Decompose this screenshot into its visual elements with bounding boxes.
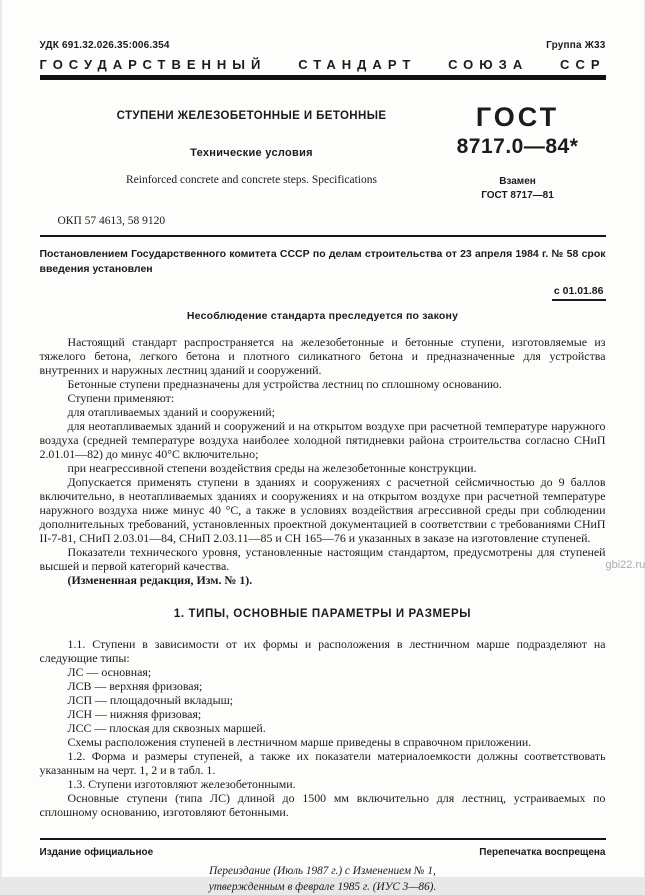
paragraph: при неагрессивной степени воздействия среды на железобетонные конструкции. bbox=[40, 461, 606, 475]
gost-number: 8717.0—84* bbox=[430, 135, 606, 159]
paragraph: 1.2. Форма и размеры ступеней, а также их показатели материалоемкости должны соответствовать указанным на черт. 1, 2 и в табл. 1. bbox=[40, 749, 606, 777]
paragraph: Основные ступени (типа ЛС) длиной до 1500 мм включительно для лестниц, устраиваемых по сплошному основанию, изготовляют бетонными. bbox=[40, 791, 606, 819]
paragraph: Допускается применять ступени в зданиях и сооружениях с расчетной сейсмичностью до 9 баллов включительно, в неотапливаемых зданиях и сооружениях и на открытом воздухе при расчетной температуре наружного воздуха ниже минус 40 °С, а также в условиях воздействия агрессивной среды при соблюдении дополнительных требований, установленных проектной документацией в соответствии с требованиями СНиП II-7-81, СНиП 2.03.01—84, СНиП 2.03.11—85 и СН 165—76 и указанных в заказе на изготовление ступеней. bbox=[40, 475, 606, 545]
section1-text bbox=[40, 637, 606, 819]
document-title: СТУПЕНИ ЖЕЛЕЗОБЕТОННЫЕ И БЕТОННЫЕ bbox=[92, 110, 412, 122]
paragraph: 1.1. Ступени в зависимости от их формы и расположения в лестничном марше подразделяют на следующие типы: bbox=[40, 637, 606, 665]
title-left-column bbox=[40, 104, 430, 203]
replaces-note bbox=[430, 175, 606, 203]
reissue-line: Переиздание (Июль 1987 г.) с Изменением № 1, bbox=[40, 864, 606, 879]
effective-date: с 01.01.86 bbox=[552, 285, 606, 301]
title-block bbox=[40, 104, 606, 203]
list-item: ЛС — основная; bbox=[40, 665, 606, 679]
reissue-note bbox=[40, 864, 606, 895]
masthead-rule bbox=[40, 75, 606, 80]
list-item: ЛСП — площадочный вкладыш; bbox=[40, 693, 606, 707]
list-item: ЛСВ — верхняя фризовая; bbox=[40, 679, 606, 693]
divider-rule bbox=[40, 235, 606, 237]
gost-designation-block bbox=[430, 104, 606, 203]
replaces-value: ГОСТ 8717—81 bbox=[430, 189, 606, 203]
paragraph: Ступени применяют: bbox=[40, 391, 606, 405]
list-item: ЛСС — плоская для сквозных маршей. bbox=[40, 721, 606, 735]
document-subtitle-english: Reinforced concrete and concrete steps. Specifications bbox=[92, 174, 412, 186]
paragraph: для отапливаемых зданий и сооружений; bbox=[40, 405, 606, 419]
gost-label: ГОСТ bbox=[430, 104, 606, 131]
document-subtitle: Технические условия bbox=[92, 147, 412, 159]
paragraph: для неотапливаемых зданий и сооружений и на открытом воздухе при расчетной температуре наружного воздуха (средней температуре воздуха наиболее холодной пятидневки района строительства согласно СНиП 2.01.01—82) до минус 40°С включительно; bbox=[40, 419, 606, 461]
reprint-prohibited-label: Перепечатка воспрещена bbox=[479, 847, 605, 858]
page-footer bbox=[40, 838, 606, 895]
replaces-label: Взамен bbox=[430, 175, 606, 189]
amendment-note: (Измененная редакция, Изм. № 1). bbox=[40, 573, 606, 587]
paragraph: Настоящий стандарт распространяется на железобетонные и бетонные ступени, изготовляемые из тяжелого бетона, легкого бетона и плотного силикатного бетона и предназначенные для устройства внутренних и наружных лестниц зданий и сооружений. bbox=[40, 335, 606, 377]
site-watermark: gbi22.ru bbox=[606, 559, 645, 571]
list-item: ЛСН — нижняя фризовая; bbox=[40, 707, 606, 721]
official-edition-label: Издание официальное bbox=[40, 847, 154, 858]
document-page bbox=[2, 0, 644, 877]
footer-rule bbox=[40, 838, 606, 840]
state-standard-masthead: ГОСУДАРСТВЕННЫЙ СТАНДАРТ СОЮЗА ССР bbox=[40, 58, 606, 71]
page-header bbox=[40, 40, 606, 51]
reissue-line: утвержденным в феврале 1985 г. (ИУС 3—86). bbox=[40, 880, 606, 895]
group-code: Группа Ж33 bbox=[546, 40, 605, 51]
law-notice: Несоблюдение стандарта преследуется по закону bbox=[40, 310, 606, 322]
intro-text bbox=[40, 335, 606, 587]
section1-heading: 1. ТИПЫ, ОСНОВНЫЕ ПАРАМЕТРЫ И РАЗМЕРЫ bbox=[40, 608, 606, 620]
okp-codes: ОКП 57 4613, 58 9120 bbox=[40, 215, 606, 227]
paragraph: Схемы расположения ступеней в лестничном марше приведены в справочном приложении. bbox=[40, 735, 606, 749]
paragraph: 1.3. Ступени изготовляют железобетонными. bbox=[40, 777, 606, 791]
paragraph: Бетонные ступени предназначены для устройства лестниц по сплошному основанию. bbox=[40, 377, 606, 391]
footer-labels bbox=[40, 847, 606, 858]
effective-date-line bbox=[40, 285, 606, 297]
udk-code: УДК 691.32.026.35:006.354 bbox=[40, 40, 170, 51]
decree-paragraph: Постановлением Государственного комитета СССР по делам строительства от 23 апреля 1984 г. № 58 срок введения установлен bbox=[40, 247, 606, 276]
paragraph: Показатели технического уровня, установленные настоящим стандартом, предусмотрены для ступеней высшей и первой категорий качества. bbox=[40, 545, 606, 573]
